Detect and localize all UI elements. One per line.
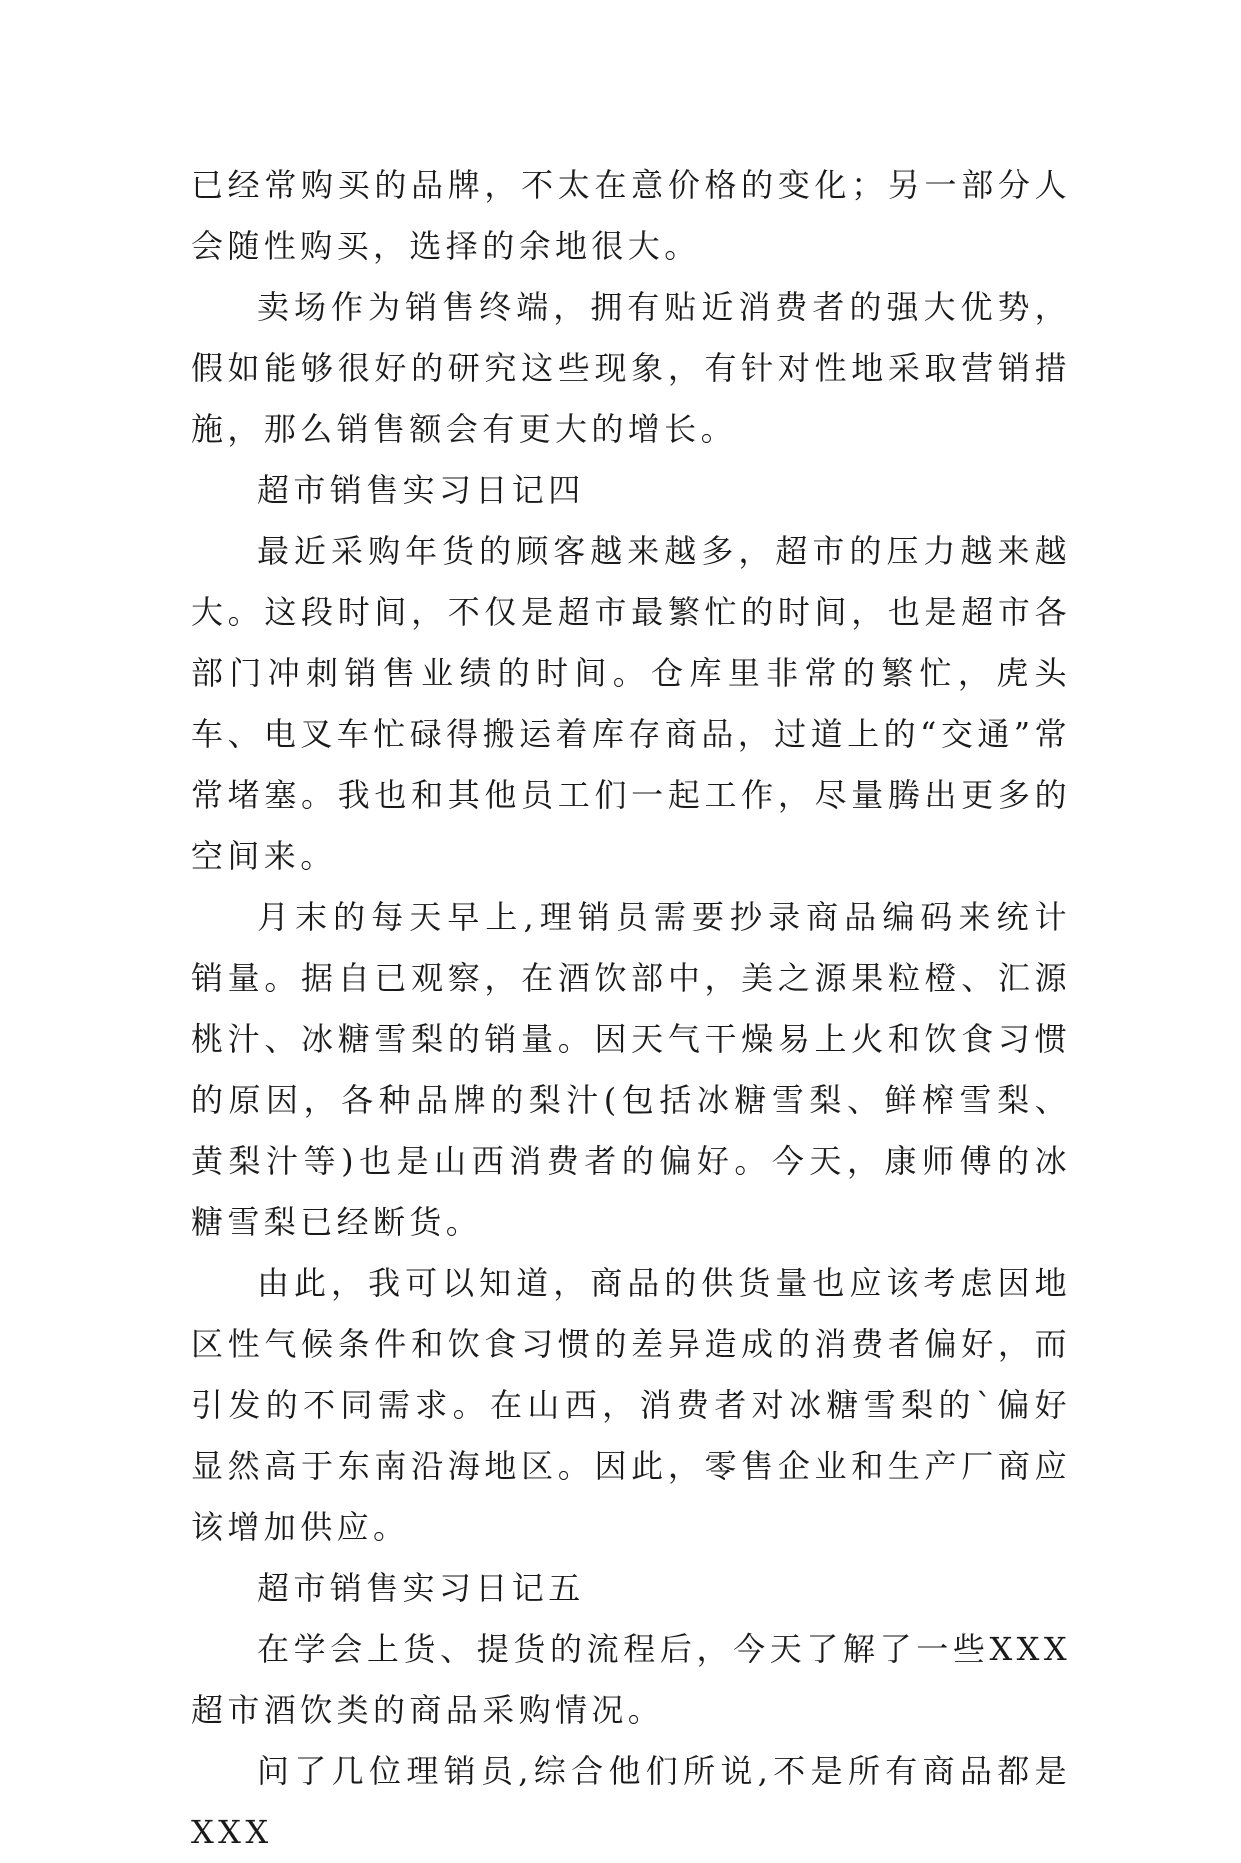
section-heading: 超市销售实习日记五 xyxy=(257,1569,585,1607)
paragraph: 在学会上货、提货的流程后，今天了解了一些XXX超市酒饮类的商品采购情况。 xyxy=(191,1630,1071,1729)
paragraph: 问了几位理销员,综合他们所说,不是所有商品都是XXX xyxy=(191,1752,1071,1851)
paragraph: 月末的每天早上,理销员需要抄录商品编码来统计销量。据自已观察，在酒饮部中，美之源果粒橙、汇源桃汁、冰糖雪梨的销量。因天气干燥易上火和饮食习惯的原因，各种品牌的梨汁(包括冰糖雪梨、鲜榨雪梨、黄梨汁等)也是山西消费者的偏好。今天，康师傅的冰糖雪梨已经断货。 xyxy=(191,898,1071,1241)
paragraph: 卖场作为销售终端，拥有贴近消费者的强大优势，假如能够很好的研究这些现象，有针对性地采取营销措施，那么销售额会有更大的增长。 xyxy=(191,288,1071,448)
paragraph: 由此，我可以知道，商品的供货量也应该考虑因地区性气候条件和饮食习惯的差异造成的消费者偏好，而引发的不同需求。在山西，消费者对冰糖雪梨的`偏好显然高于东南沿海地区。因此，零售企业和生产厂商应该增加供应。 xyxy=(191,1264,1071,1546)
paragraph: 已经常购买的品牌，不太在意价格的变化；另一部分人会随性购买，选择的余地很大。 xyxy=(191,166,1071,265)
document-body xyxy=(191,155,1071,1863)
section-heading: 超市销售实习日记四 xyxy=(257,471,585,509)
paragraph: 最近采购年货的顾客越来越多，超市的压力越来越大。这段时间，不仅是超市最繁忙的时间，也是超市各部门冲刺销售业绩的时间。仓库里非常的繁忙，虎头车、电叉车忙碌得搬运着库存商品，过道上的“交通”常常堵塞。我也和其他员工们一起工作，尽量腾出更多的空间来。 xyxy=(191,532,1071,875)
